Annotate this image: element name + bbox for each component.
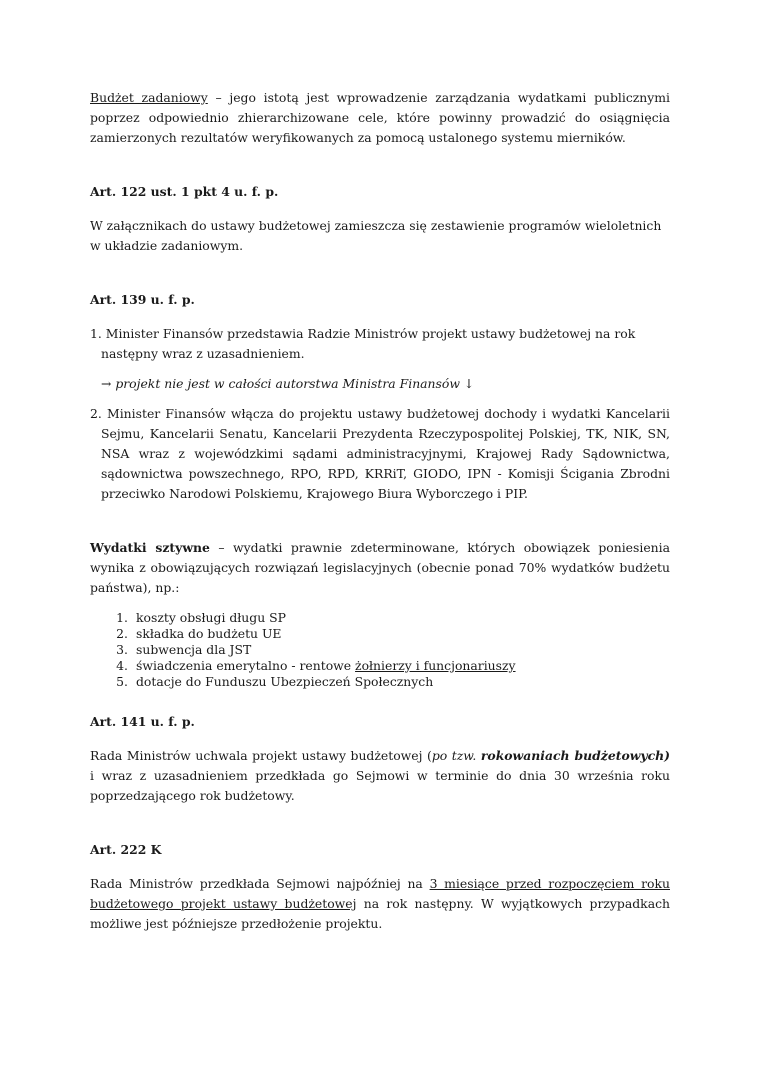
list-item-num: 1. [116,610,128,625]
art141-text-b: i wraz z uzasadnieniem przedkłada go Sejmowi w terminie do dnia 30 września roku poprzedzającego rok budżetowy. [90,768,670,803]
list-item-text [136,658,516,674]
art139-note: → projekt nie jest w całości autorstwa Ministra Finansów ↓ [101,376,475,391]
list-item-num: 2. [116,626,128,641]
list-item-text-underlined: żołnierzy i funcjonariuszy [355,658,516,673]
art139-item2-num: 2. [90,406,102,421]
art139-item1-num: 1. [90,326,102,341]
document-page [90,88,670,934]
art139-heading: Art. 139 u. f. p. [90,292,195,307]
list-item-text-plain: świadczenia emerytalno - rentowe [136,658,356,673]
wydatki-text: – wydatki prawnie zdeterminowane, których obowiązek poniesienia wynika z obowiązujących rozwiązań legislacyjnych (obecnie ponad 70% wydatków budżetu państwa), np.: [90,540,670,595]
budzet-term: Budżet zadaniowy [90,90,208,105]
list-item [90,642,670,658]
list-item-text: składka do budżetu UE [136,626,282,641]
list-item [90,674,670,690]
art141-italic: po tzw. [431,748,481,763]
list-item-text: dotacje do Funduszu Ubezpieczeń Społecznych [136,674,434,689]
art222-text-a: Rada Ministrów przedkłada Sejmowi najpóźniej na [90,876,430,891]
list-item-text: subwencja dla JST [136,642,252,657]
budzet-text: – jego istotą jest wprowadzenie zarządzania wydatkami publicznymi poprzez odpowiednio zhierarchizowane cele, które powinny prowadzić do osiągnięcia zamierzonych rezultatów weryfikowanych za pomocą ustalonego systemu mierników. [90,90,671,145]
art222-text-b: na rok następny. W wyjątkowych przypadkach możliwe jest późniejsze przedłożenie projektu. [90,896,670,931]
art122-text: W załącznikach do ustawy budżetowej zamieszcza się zestawienie programów wieloletnich w układzie zadaniowym. [90,218,662,253]
wydatki-list [90,610,670,690]
art139-item1-text: Minister Finansów przedstawia Radzie Ministrów projekt ustawy budżetowej na rok następny wraz z uzasadnieniem. [101,326,636,361]
list-item [90,658,670,674]
list-item-num: 5. [116,674,128,689]
wydatki-term: Wydatki sztywne [90,540,210,555]
budzet-paragraph [90,88,670,148]
art141-heading: Art. 141 u. f. p. [90,714,195,729]
list-item-num: 3. [116,642,128,657]
art141-bold-italic: rokowaniach budżetowych) [480,748,670,763]
art141-text-a: Rada Ministrów uchwala projekt ustawy budżetowej ( [90,748,432,763]
art139-item2 [90,404,670,504]
art141-text [90,746,670,806]
list-item-num: 4. [116,658,128,673]
list-item [90,626,670,642]
art222-text [90,874,670,934]
art222-heading: Art. 222 K [90,842,162,857]
list-item [90,610,670,626]
wydatki-paragraph [90,538,670,598]
art139-item2-text: Minister Finansów włącza do projektu ustawy budżetowej dochody i wydatki Kancelarii Sejmu, Kancelarii Senatu, Kancelarii Prezydenta Rzeczypospolitej Polskiej, TK, NIK, SN, NSA wraz z wojewódzkimi sądami administracyjnymi, Krajowej Rady Sądownictwa, sądownictwa powszechnego, RPO, RPD, KRRiT, GIODO, IPN - Komisji Ścigania Zbrodni przeciwko Narodowi Polskiemu, Krajowego Biura Wyborczego i PIP. [101,406,670,501]
art122-heading: Art. 122 ust. 1 pkt 4 u. f. p. [90,184,279,199]
art139-item1 [90,324,670,364]
list-item-text: koszty obsługi długu SP [136,610,286,625]
art222-underlined: 3 miesiące przed rozpoczęciem roku budżetowego projekt ustawy budżetowej [90,876,670,911]
